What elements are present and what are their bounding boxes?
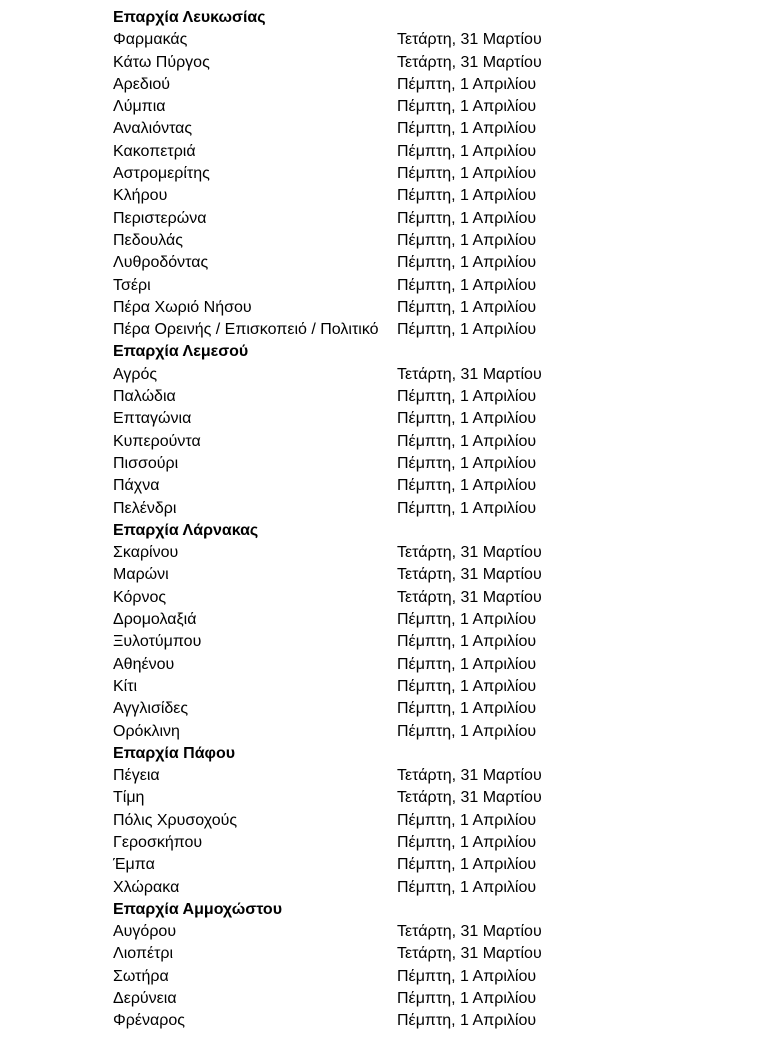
schedule-row [113,564,770,586]
district-rows [113,364,770,520]
schedule-row [113,654,770,676]
place-name: Λυθροδόντας [113,254,209,272]
visit-date: Πέμπτη, 1 Απριλίου [397,254,537,272]
visit-date: Πέμπτη, 1 Απριλίου [397,276,537,294]
visit-date: Πέμπτη, 1 Απριλίου [397,833,537,851]
place-name: Περιστερώνα [113,209,207,227]
schedule-row [113,810,770,832]
schedule-row [113,787,770,809]
visit-date: Πέμπτη, 1 Απριλίου [397,633,537,651]
schedule-row [113,431,770,453]
place-name: Φρέναρος [113,1012,185,1030]
place-name: Αυγόρου [113,923,177,941]
visit-date: Πέμπτη, 1 Απριλίου [397,321,537,339]
place-name: Αγρός [113,365,158,383]
visit-date: Πέμπτη, 1 Απριλίου [397,722,537,740]
schedule-row [113,185,770,207]
schedule-row [113,765,770,787]
schedule-row [113,118,770,140]
schedule-row [113,698,770,720]
visit-date: Πέμπτη, 1 Απριλίου [397,856,537,874]
visit-date: Τετάρτη, 31 Μαρτίου [397,31,542,49]
schedule-row [113,29,770,51]
place-name: Τσέρι [113,276,151,294]
visit-date: Πέμπτη, 1 Απριλίου [397,410,537,428]
district-section [113,743,770,899]
schedule-row [113,453,770,475]
place-name: Ξυλοτύμπου [113,633,202,651]
visit-date: Πέμπτη, 1 Απριλίου [397,98,537,116]
district-section [113,341,770,519]
visit-date: Πέμπτη, 1 Απριλίου [397,611,537,629]
schedule-row [113,676,770,698]
district-section [113,520,770,743]
visit-date: Πέμπτη, 1 Απριλίου [397,75,537,93]
place-name: Λιοπέτρι [113,945,174,963]
place-name: Κυπερούντα [113,432,201,450]
visit-date: Πέμπτη, 1 Απριλίου [397,187,537,205]
district-header: Επαρχία Λάρνακας [113,521,259,539]
schedule-row [113,408,770,430]
place-name: Λύμπια [113,98,166,116]
schedule-row [113,832,770,854]
schedule-row [113,943,770,965]
visit-date: Πέμπτη, 1 Απριλίου [397,499,537,517]
schedule-row [113,721,770,743]
district-rows [113,29,770,341]
district-header: Επαρχία Λεμεσού [113,343,249,361]
place-name: Σκαρίνου [113,544,179,562]
district-header: Επαρχία Λευκωσίας [113,9,266,26]
schedule-row [113,854,770,876]
schedule-row [113,475,770,497]
schedule-row [113,631,770,653]
place-name: Πισσούρι [113,454,179,472]
place-name: Χλώρακα [113,878,180,896]
district-section [113,7,770,341]
visit-date: Πέμπτη, 1 Απριλίου [397,700,537,718]
visit-date: Τετάρτη, 31 Μαρτίου [397,923,542,941]
schedule-row [113,141,770,163]
place-name: Επταγώνια [113,410,192,428]
schedule-row [113,921,770,943]
visit-date: Πέμπτη, 1 Απριλίου [397,878,537,896]
place-name: Δερύνεια [113,990,177,1008]
place-name: Κακοπετριά [113,142,196,160]
visit-date: Πέμπτη, 1 Απριλίου [397,477,537,495]
schedule-row [113,988,770,1010]
visit-date: Τετάρτη, 31 Μαρτίου [397,945,542,963]
schedule-row [113,1010,770,1032]
place-name: Κλήρου [113,187,168,205]
district-header: Επαρχία Πάφου [113,744,236,762]
visit-date: Πέμπτη, 1 Απριλίου [397,142,537,160]
schedule-row [113,275,770,297]
schedule-row [113,96,770,118]
place-name: Ορόκλινη [113,722,180,740]
visit-date: Τετάρτη, 31 Μαρτίου [397,789,542,807]
schedule-row [113,208,770,230]
schedule-row [113,297,770,319]
schedule-row [113,386,770,408]
schedule-row [113,966,770,988]
visit-date: Τετάρτη, 31 Μαρτίου [397,588,542,606]
visit-date: Πέμπτη, 1 Απριλίου [397,454,537,472]
visit-date: Τετάρτη, 31 Μαρτίου [397,566,542,584]
place-name: Πέγεια [113,767,160,785]
place-name: Μαρώνι [113,566,169,584]
place-name: Κόρνος [113,588,167,606]
place-name: Κίτι [113,677,138,695]
place-name: Φαρμακάς [113,31,188,49]
schedule-row [113,52,770,74]
place-name: Πόλις Χρυσοχούς [113,811,238,829]
visit-date: Πέμπτη, 1 Απριλίου [397,811,537,829]
schedule-row [113,609,770,631]
visit-date: Πέμπτη, 1 Απριλίου [397,165,537,183]
place-name: Τίμη [113,789,145,807]
schedule-row [113,74,770,96]
visit-date: Πέμπτη, 1 Απριλίου [397,967,537,985]
visit-date: Πέμπτη, 1 Απριλίου [397,120,537,138]
district-rows [113,921,770,1032]
visit-date: Πέμπτη, 1 Απριλίου [397,388,537,406]
place-name: Αναλιόντας [113,120,193,138]
place-name: Πέρα Ορεινής / Επισκοπειό / Πολιτικό [113,321,379,339]
district-section [113,899,770,1033]
visit-date: Τετάρτη, 31 Μαρτίου [397,365,542,383]
place-name: Παλώδια [113,388,176,406]
visit-date: Τετάρτη, 31 Μαρτίου [397,767,542,785]
visit-date: Πέμπτη, 1 Απριλίου [397,209,537,227]
schedule-row [113,498,770,520]
place-name: Αθηένου [113,655,175,673]
place-name: Πάχνα [113,477,160,495]
place-name: Αγγλισίδες [113,700,189,718]
schedule-row [113,319,770,341]
district-header: Επαρχία Αμμοχώστου [113,900,282,918]
district-rows [113,765,770,899]
schedule-row [113,364,770,386]
place-name: Αρεδιού [113,75,171,93]
place-name: Πέρα Χωριό Νήσου [113,298,252,316]
visit-date: Τετάρτη, 31 Μαρτίου [397,53,542,71]
schedule-row [113,163,770,185]
visit-date: Πέμπτη, 1 Απριλίου [397,677,537,695]
schedule-row [113,587,770,609]
place-name: Γεροσκήπου [113,833,203,851]
visit-date: Πέμπτη, 1 Απριλίου [397,655,537,673]
place-name: Δρομολαξιά [113,611,197,629]
visit-date: Πέμπτη, 1 Απριλίου [397,231,537,249]
visit-date: Πέμπτη, 1 Απριλίου [397,990,537,1008]
visit-date: Πέμπτη, 1 Απριλίου [397,432,537,450]
visit-date: Πέμπτη, 1 Απριλίου [397,298,537,316]
visit-date: Πέμπτη, 1 Απριλίου [397,1012,537,1030]
district-rows [113,542,770,743]
schedule-row [113,542,770,564]
place-name: Σωτήρα [113,967,169,985]
place-name: Έμπα [113,856,155,874]
place-name: Κάτω Πύργος [113,53,210,71]
schedule-row [113,877,770,899]
place-name: Αστρομερίτης [113,165,210,183]
place-name: Πελένδρι [113,499,177,517]
place-name: Πεδουλάς [113,231,183,249]
schedule-row [113,230,770,252]
visit-date: Τετάρτη, 31 Μαρτίου [397,544,542,562]
schedule-row [113,252,770,274]
